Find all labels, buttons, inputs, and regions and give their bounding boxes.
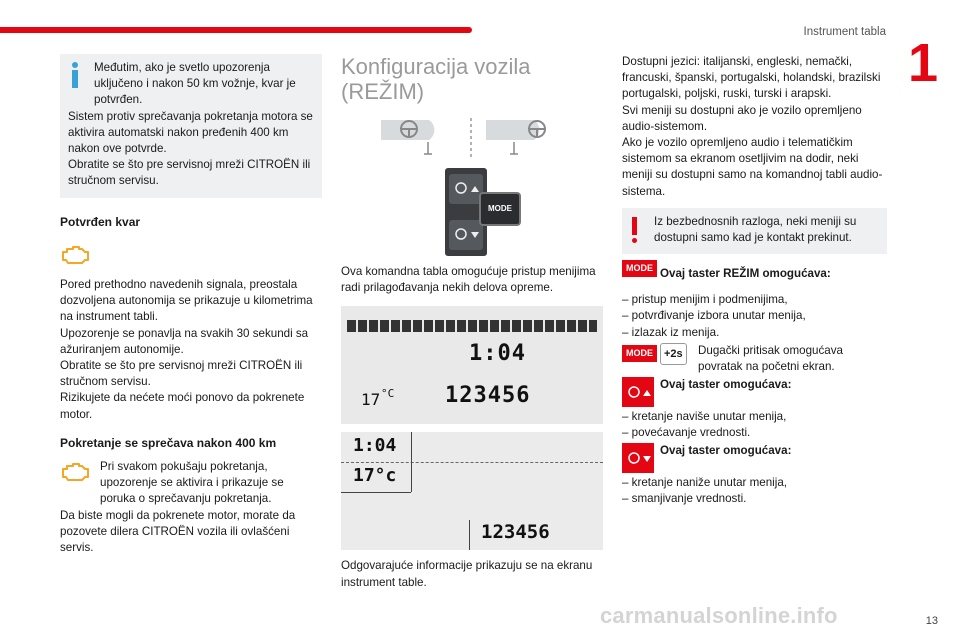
lcd2-temp: 17°c (353, 465, 397, 487)
confirmed-text-2: Upozorenje se ponavlja na svakih 30 sekundi sa ažuriranjem autonomije. (60, 326, 309, 356)
languages-text-1: Dostupni jezici: italijanski, engleski, nemački, francuski, španski, portugalski, holandski, brazilski portugalski, poljski, ruski, turski i arapski. (622, 55, 881, 101)
column-3 (622, 54, 887, 508)
lcd-display-1 (341, 306, 603, 424)
warning-box (622, 208, 887, 254)
warning-icon (632, 217, 638, 243)
info-box (60, 54, 322, 198)
prevented-block (60, 459, 322, 556)
languages-text-3: Ako je vozilo opremljeno audio i telematičkim sistemom sa ekranom osetljivim na dodir, neki meniji su dostupni samo na komandnoj tabli audio-sistema. (622, 136, 883, 198)
lcd2-odometer: 123456 (481, 521, 550, 544)
intro-text: Ova komandna tabla omogućuje pristup menijima radi prilagođavanja nekih delova opreme. (341, 265, 596, 295)
mode-items (622, 292, 887, 341)
steering-wheel-icon (486, 120, 545, 154)
languages-text-2: Svi meniji su dostupni ako je vozilo opremljeno audio-sistemom. (622, 103, 862, 133)
caption: Odgovarajuće informacije prikazuju se na ekranu instrument table. (341, 559, 593, 589)
down-items (622, 475, 887, 507)
chapter-number: 1 (907, 33, 938, 93)
up-button-row (622, 377, 887, 409)
light-down-icon (449, 220, 483, 250)
up-item-2: – povećavanje vrednosti. (622, 426, 751, 440)
down-button-row (622, 443, 887, 475)
mode-item-3: – izlazak iz menija. (622, 325, 720, 339)
mode-item-1: – pristup menijim i podmenijima, (622, 293, 788, 307)
confirmed-text-4: Rizikujete da nećete moći ponovo da pokrenete motor. (60, 391, 305, 421)
info-text-1: Međutim, ako je svetlo upozorenja uključeno i nakon 50 km vožnje, kvar je potvrđen. (94, 61, 296, 107)
title-line-1: Konfiguracija vozila (341, 54, 531, 79)
warning-text: Iz bezbednosnih razloga, neki meniji su dostupni samo kad je kontakt prekinut. (654, 214, 857, 245)
heading-start-prevented: Pokretanje se sprečava nakon 400 km (60, 435, 277, 450)
mode-button-text: Ovaj taster REŽIM omogućava: (660, 267, 831, 281)
lcd1-time: 1:04 (469, 341, 526, 367)
engine-warning-icon (60, 244, 322, 271)
column-1 (60, 54, 322, 556)
mode-badge: MODE (622, 345, 657, 362)
long-press-badge: +2s (660, 343, 687, 365)
mode-control-panel (341, 168, 603, 260)
up-button-text: Ovaj taster omogućava: (660, 377, 792, 391)
lcd-display-2 (341, 432, 603, 550)
light-down-icon (622, 443, 654, 473)
long-press-row (622, 343, 887, 375)
lcd1-temp: 17 (361, 390, 381, 410)
light-up-icon (449, 174, 483, 204)
mode-item-2: – potvrđivanje izbora unutar menija, (622, 309, 806, 323)
info-text-2: Sistem protiv sprečavanja pokretanja motora se aktivira automatski nakon pređenih 400 km nakon ove potvrde. (68, 109, 313, 156)
down-item-2: – smanjivanje vrednosti. (622, 492, 747, 506)
section-title: Instrument tabla (803, 26, 886, 38)
heading-confirmed-fault: Potvrđen kvar (60, 214, 141, 229)
confirmed-text-1: Pored prethodno navedenih signala, preostala dozvoljena autonomija se prikazuje u kilometrima na instrument tabli. (60, 278, 313, 324)
column-2 (341, 54, 603, 591)
mode-button-row (622, 260, 887, 292)
steering-wheel-icon (381, 120, 434, 154)
up-items (622, 409, 887, 441)
lcd1-temp-unit: °C (381, 387, 395, 401)
down-button-text: Ovaj taster omogućava: (660, 444, 792, 458)
info-icon (68, 62, 82, 88)
steering-wheel-illustration (341, 112, 603, 164)
prevented-text-1: Pri svakom pokušaju pokretanja, upozorenje se aktivira i prikazuje se poruka o sprečavanju pokretanja. (100, 460, 284, 506)
long-press-text: Dugački pritisak omogućava povratak na početni ekran. (698, 343, 843, 374)
header-red-bar (0, 27, 472, 33)
mode-button: MODE (479, 192, 521, 226)
info-text-3: Obratite se što pre servisnoj mreži CITROËN ili stručnom servisu. (68, 158, 311, 188)
page-number: 13 (925, 615, 938, 627)
mode-badge: MODE (622, 260, 657, 277)
title-line-2: (REŽIM) (341, 79, 425, 104)
lcd1-odometer: 123456 (445, 383, 531, 409)
up-item-1: – kretanje naviše unutar menija, (622, 409, 787, 423)
down-item-1: – kretanje naniže unutar menija, (622, 476, 787, 490)
engine-warning-icon (60, 461, 90, 483)
lcd2-time: 1:04 (353, 435, 397, 457)
light-up-icon (622, 377, 654, 407)
confirmed-text-3: Obratite se što pre servisnoj mreži CITROËN ili stručnom servisu. (60, 359, 303, 389)
watermark: carmanualsonline.info (600, 603, 838, 628)
prevented-text-2: Da biste mogli da pokrenete motor, morate da pozovete dilera CITROËN vozila ili ovlašćeni servis. (60, 508, 296, 555)
